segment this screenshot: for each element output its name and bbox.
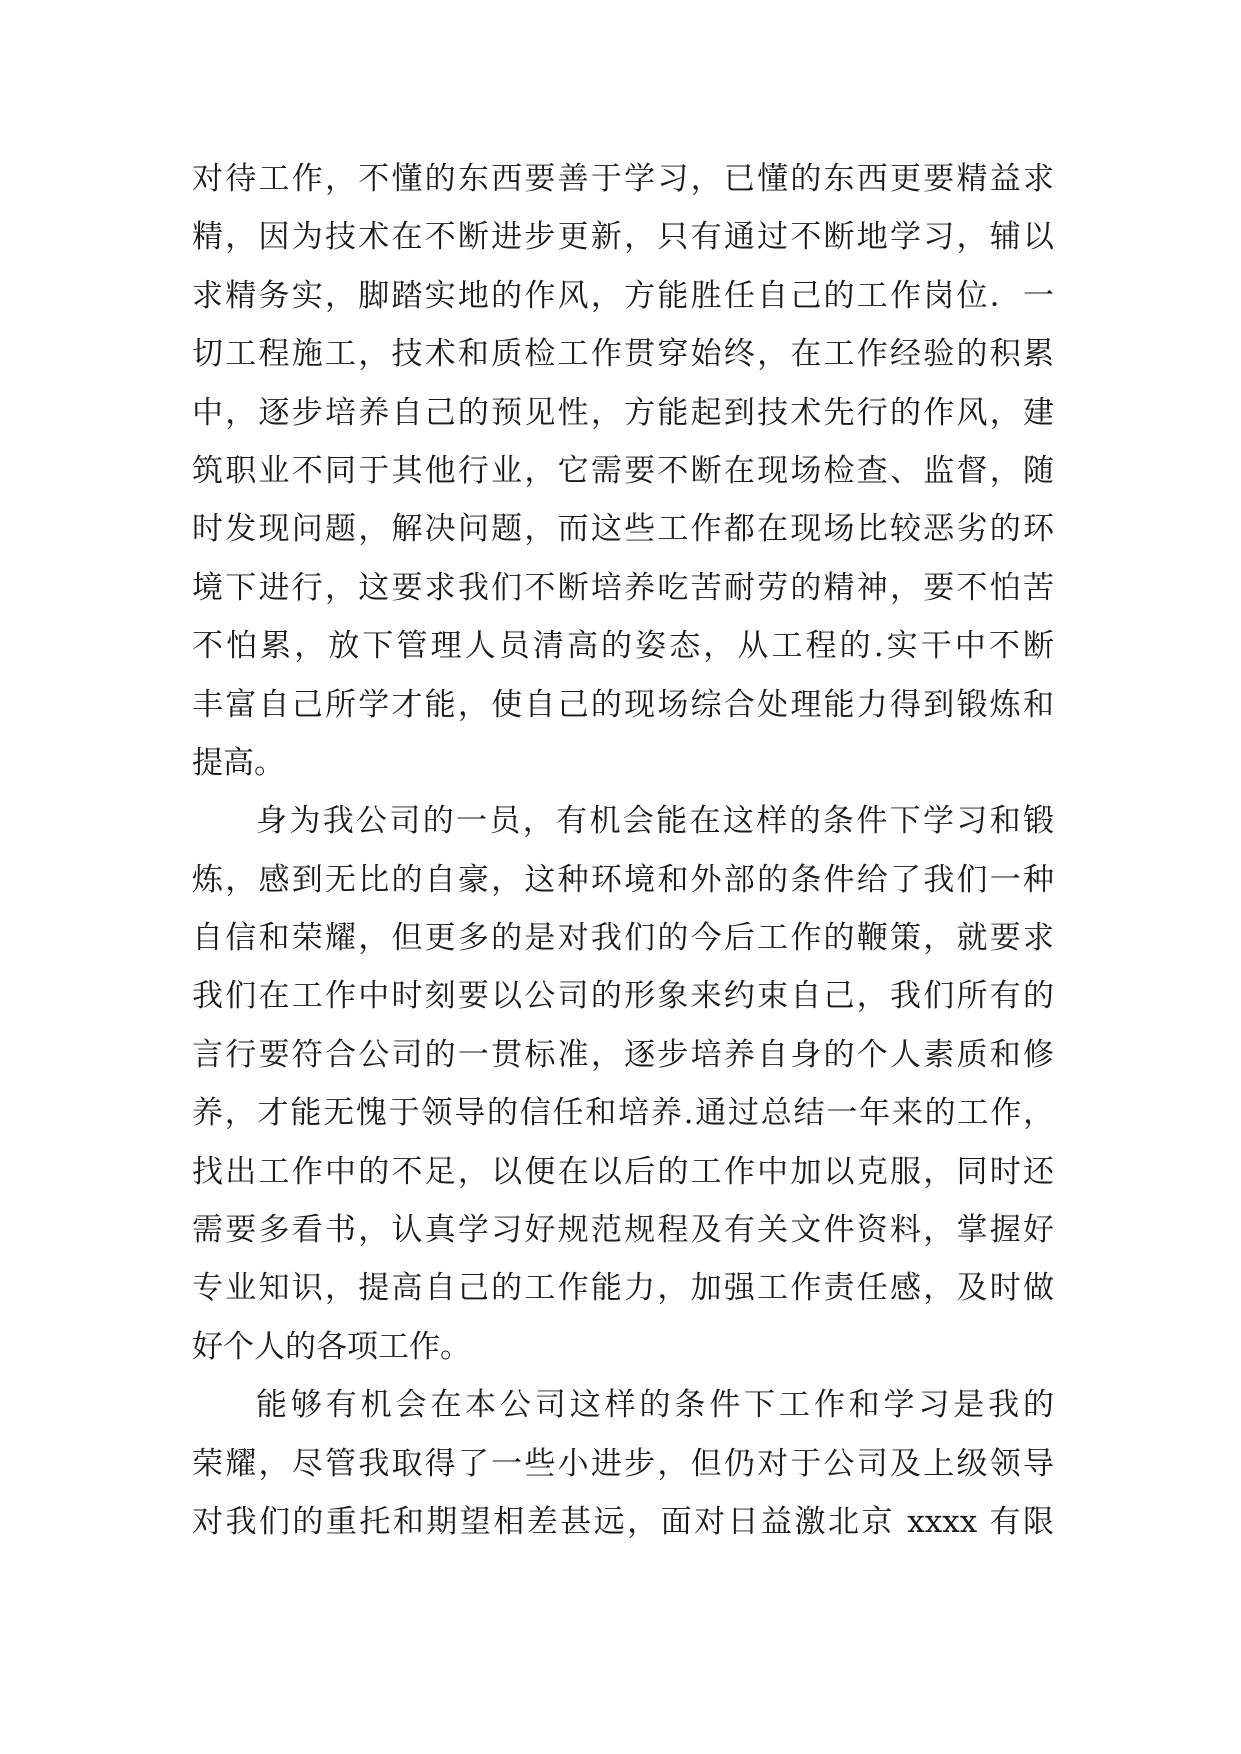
paragraph-1-line-9: 不怕累，放下管理人员清高的姿态，从工程的.实干中不断 bbox=[192, 628, 1054, 665]
paragraph-1-line-4: 切工程施工，技术和质检工作贯穿始终，在工作经验的积累 bbox=[192, 336, 1054, 373]
paragraph-3-line-3: 对我们的重托和期望相差甚远，面对日益激北京 xxxx 有限 bbox=[192, 1503, 1054, 1540]
paragraph-2-line-3: 自信和荣耀，但更多的是对我们的今后工作的鞭策，就要求 bbox=[192, 920, 1054, 957]
paragraph-2-line-2: 炼，感到无比的自豪，这种环境和外部的条件给了我们一种 bbox=[192, 861, 1054, 898]
paragraph-2-line-9: 专业知识，提高自己的工作能力，加强工作责任感，及时做 bbox=[192, 1270, 1054, 1307]
paragraph-2-line-5: 言行要符合公司的一贯标准，逐步培养自身的个人素质和修 bbox=[192, 1036, 1054, 1073]
paragraph-2-line-6: 养，才能无愧于领导的信任和培养.通过总结一年来的工作， bbox=[192, 1095, 1054, 1132]
paragraph-1-line-6: 筑职业不同于其他行业，它需要不断在现场检查、监督，随 bbox=[192, 452, 1054, 489]
paragraph-2-line-4: 我们在工作中时刻要以公司的形象来约束自己，我们所有的 bbox=[192, 978, 1054, 1015]
paragraph-1-line-2: 精，因为技术在不断进步更新，只有通过不断地学习，辅以 bbox=[192, 219, 1054, 256]
paragraph-1-line-7: 时发现问题，解决问题，而这些工作都在现场比较恶劣的环 bbox=[192, 511, 1054, 548]
paragraph-1-line-8: 境下进行，这要求我们不断培养吃苦耐劳的精神，要不怕苦 bbox=[192, 569, 1054, 606]
paragraph-2-line-1: 身为我公司的一员，有机会能在这样的条件下学习和锻 bbox=[256, 803, 1054, 840]
body-text bbox=[192, 150, 1054, 1551]
paragraph-1-line-11: 提高。 bbox=[192, 744, 285, 781]
paragraph-3-line-1: 能够有机会在本公司这样的条件下工作和学习是我的 bbox=[256, 1387, 1054, 1424]
paragraph-2-line-8: 需要多看书，认真学习好规范规程及有关文件资料，掌握好 bbox=[192, 1212, 1054, 1249]
paragraph-2-line-7: 找出工作中的不足，以便在以后的工作中加以克服，同时还 bbox=[192, 1153, 1054, 1190]
paragraph-3-line-2: 荣耀，尽管我取得了一些小进步，但仍对于公司及上级领导 bbox=[192, 1445, 1054, 1482]
paragraph-1-line-3: 求精务实，脚踏实地的作风，方能胜任自己的工作岗位．一 bbox=[192, 277, 1054, 314]
paragraph-1-line-1: 对待工作，不懂的东西要善于学习，已懂的东西更要精益求 bbox=[192, 161, 1054, 197]
paragraph-1-line-5: 中，逐步培养自己的预见性，方能起到技术先行的作风，建 bbox=[192, 394, 1054, 431]
paragraph-2-line-10: 好个人的各项工作。 bbox=[192, 1328, 471, 1365]
paragraph-1-line-10: 丰富自己所学才能，使自己的现场综合处理能力得到锻炼和 bbox=[192, 686, 1054, 723]
